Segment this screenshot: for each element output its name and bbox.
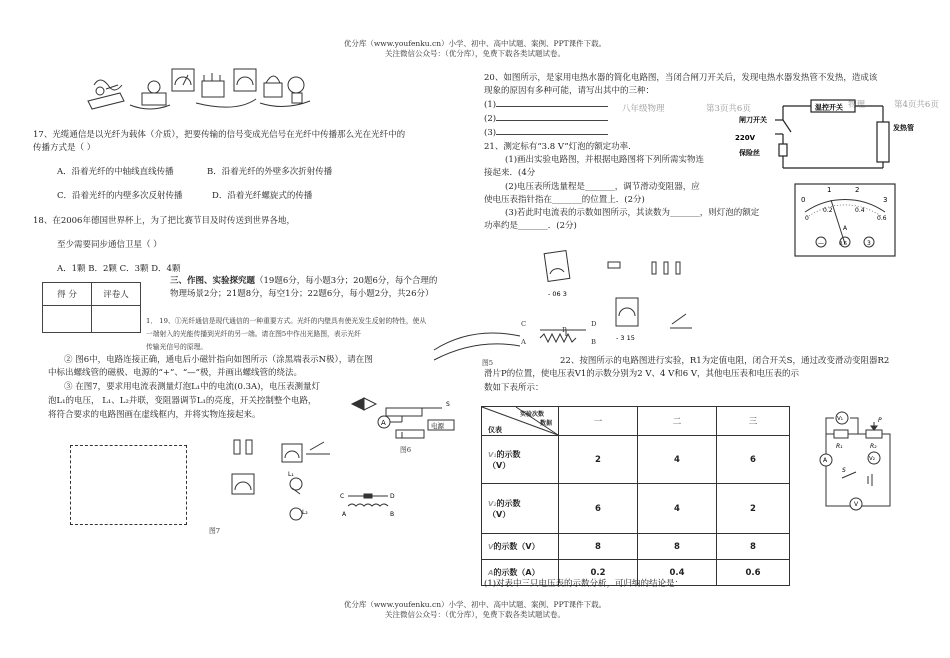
table-corner-cell [482,407,559,436]
table-cell: 6 [717,436,790,484]
q22-stem-line2: 滑片P的位置，使电压表V1的示数分别为2 V、4 V和6 V，其他电压表和电压表的示 [484,369,800,379]
q18-options: A．1颗 B．2颗 C．3颗 D．4颗 [57,264,181,274]
q21-sub1-line1: (1)画出实验电路图，并根据电路图将下列所需实物连 [505,155,705,165]
q22-stem-line3: 数如下表所示： [484,383,544,393]
q18-stem-line2: 至少需要同步通信卫星（ ） [57,240,162,250]
q22-circuit-v: V [854,501,859,508]
q19-line2: 一端射入的光能传播到光纤的另一端。请在图5中作出光路图，表示光纤 [146,330,362,338]
q20-stem-line1: 20、如图所示，是家用电热水器的简化电路图，当闭合闸刀开关后，发现电热水器发热管不发热，造成该 [484,73,878,83]
q19-part2-line1: ② 图6中，电路连接正确，通电后小磁针指向如图所示（涂黑端表示N极），请在图 [64,355,373,365]
score-table [42,282,141,333]
table-row-v-symbol: V [488,543,494,551]
header-line-2: 关注微信公众号：（优分库），免费下载各类试题试卷。 [385,49,565,58]
page-mark-page3: 第3页共6页 [706,104,751,114]
dial-bottom-tick-3: 0.6 [877,215,887,222]
dial-unit: A [843,225,848,232]
grader-label: 评卷人 [92,283,141,306]
table-row-v-text: 的示数（V） [493,542,540,551]
heater-thermo-switch: 温控开关 [815,103,843,112]
q17-option-b: B．沿着光纤的外壁多次折射传播 [207,167,333,177]
score-cell[interactable] [43,306,92,333]
q21-sub1-line2: 接起来．(4分 [484,168,536,178]
fig7-drawing-area[interactable] [70,445,187,525]
page-mark-physics: 物理 [848,100,866,110]
table-cell: 4 [638,484,717,534]
q21-rheo-a: A [521,338,526,346]
q22-circuit-s: S [842,467,846,474]
section3-title: 三、作图、实验探究题 [170,276,256,286]
heater-voltage: 220V [735,134,756,142]
dial-bottom-tick-2: 0.4 [855,207,865,214]
q19-part3-line1: ③ 在图7，要求用电流表测量灯泡L₁中的电流(0.3A)，电压表测量灯 [64,382,320,392]
q21-equipment [540,244,720,344]
q19-part3-line2: 泡L₁的电压， L₁、L₂并联，变阻器调节L₁的亮度，开关控制整个电路， [48,396,317,406]
table-cell: 0.2 [559,560,638,586]
apparatus-illustrations [80,63,320,113]
dial-bottom-tick-1: 0.2 [823,207,833,214]
table-header-3: 三 [717,407,790,436]
page-mark-grade: 八年级物理 [622,104,665,114]
q22-circuit-v2: V₂ [869,456,875,462]
section3-heading [170,276,437,286]
fig6-switch-s: S [446,401,450,408]
q20-blank-3[interactable] [484,128,608,138]
q22-circuit [812,408,897,508]
q21-stem: 21、测定标有“3.8 V”灯泡的额定功率. [484,142,631,152]
q20-blank-2-label: (2) [484,114,497,124]
q22-conclusion: (1)对表中三只电压表的示数分析，可归纳的结论是： [484,579,684,589]
table-row-v1-unit: （V） [488,460,511,470]
q17-stem-line2: 传播方式是（ ） [33,143,96,153]
fig7-rheo-d: D [390,493,395,500]
q20-stem-line2: 现象的原因有多种可能，请写出其中的三种： [484,86,655,96]
ammeter-dial [795,184,895,260]
table-cell: 0.6 [717,560,790,586]
dial-top-tick-1: 1 [827,186,832,194]
q22-data-table [481,406,790,586]
fig7-lamp2-label: L₂ [302,509,308,516]
section3-note-1: （19题6分，每小题3分；20题6分，每个合理的 [255,276,438,286]
q21-sub3-line1: (3)若此时电流表的示数如图所示，其读数为_______，则灯泡的额定 [505,208,760,218]
q20-blank-1-label: (1) [484,100,497,110]
q21-ammeter-range: - 06 3 [548,290,567,298]
table-cell: 6 [559,484,638,534]
q22-stem-line1: 22、按图所示的电路图进行实验，R1为定值电阻，闭合开关S，通过改变滑动变阻器R2 [560,356,890,366]
q21-rheo-d: D [591,320,597,328]
q22-circuit-v1: V₁ [837,416,843,422]
table-cell: 0.4 [638,560,717,586]
section3-note-2: 物理场景2分；21题8分，每空1分；22题6分，每小题2分，共26分） [170,289,434,299]
fig6-ammeter-a: A [381,419,386,427]
table-row-v1-label [482,436,559,484]
q20-blank-1[interactable] [484,100,608,110]
figure-7-label: 图7 [209,527,221,535]
fig7-lamp1-label: L₁ [288,471,294,478]
footer-line-2: 关注微信公众号：（优分库），免费下载各类试题试卷。 [385,610,565,619]
table-row-a-symbol: A [488,569,494,577]
q22-circuit-a: A [823,457,828,464]
table-row-a-text: 的示数（A） [493,568,540,577]
table-row-v2-label [482,484,559,534]
dial-top-tick-0: 0 [801,196,806,204]
grader-cell[interactable] [92,306,141,333]
dial-terminal-neg: — [818,240,824,247]
heater-tube-label: 发热管 [893,124,914,132]
dial-terminal-3: 3 [867,240,871,247]
q21-sub2-line1: (2)电压表所选量程是_______，调节滑动变阻器，应 [505,182,700,192]
q21-sub3-line2: 功率约是_______．(2分) [484,221,577,231]
fig6-battery-label: 电源 [431,422,444,430]
table-row-v-label [482,534,559,560]
fig7-rheo-a: A [342,511,347,518]
figure-6-label: 图6 [400,446,412,454]
fig7-rheo-c: C [340,493,345,500]
q19-line1: 1． 19、①光纤通信是现代通信的一种重要方式。光纤的内壁具有使光发生反射的特性，使从 [146,317,427,325]
table-row-v2-unit: （V） [488,509,511,519]
heater-knife-switch: 闸刀开关 [739,116,767,124]
dial-top-tick-3: 3 [883,196,888,204]
table-corner-left: 仪表 [488,426,502,434]
q22-circuit-r2: R₂ [870,443,877,450]
header-line-1: 优分库（www.youfenku.cn）小学、初中、高中试题、案例、PPT课件下载。 [343,39,607,48]
q19-part3-line3: 将符合要求的电路图画在虚线框内，并将实物连接起来。 [48,410,261,420]
page-mark-page4: 第4页共6页 [894,100,939,110]
q17-option-a: A．沿着光纤的中轴线直线传播 [57,167,174,177]
q19-line3: 传输光信号的原理。 [146,343,208,351]
fig7-rheo-b: B [390,511,395,518]
dial-terminal-06: 0.6 [839,241,847,247]
footer-line-1: 优分库（www.youfenku.cn）小学、初中、高中试题、案例、PPT课件下载。 [343,600,607,609]
table-cell: 8 [638,534,717,560]
heater-fuse: 保险丝 [739,149,760,157]
q20-blank-3-label: (3) [484,128,497,138]
q21-rheo-c: C [521,320,527,328]
q22-circuit-p: P [878,417,882,424]
water-heater-circuit [735,100,914,175]
table-header-1: 一 [559,407,638,436]
q22-circuit-r1: R₁ [836,443,843,450]
table-cell: 8 [717,534,790,560]
dial-bottom-tick-0: 0 [805,215,809,222]
table-cell: 2 [559,436,638,484]
figure-5-optical-fiber [432,320,522,370]
q20-blank-2[interactable] [484,114,608,124]
table-row-v1-symbol: V₁ [488,450,497,459]
q17-option-c: C．沿着光纤的内壁多次反射传播 [57,191,183,201]
table-row-v1-text: 的示数 [496,449,521,459]
table-cell: 8 [559,534,638,560]
table-row-v2-text: 的示数 [496,498,521,508]
q21-voltmeter-range: - 3 15 [616,334,635,342]
dial-top-tick-2: 2 [855,186,860,194]
q17-option-d: D．沿着光纤螺旋式的传播 [212,191,313,201]
table-corner-mid: 数据 [540,420,553,427]
q21-rheo-b: B [591,338,596,346]
table-row-v2-symbol: V₂ [488,499,497,508]
table-cell: 4 [638,436,717,484]
figure-7-parts [230,436,400,526]
score-label: 得 分 [43,283,92,306]
table-corner-top: 实验次数 [520,411,545,418]
figure-5-label: 图5 [482,359,494,367]
table-header-2: 二 [638,407,717,436]
table-cell: 2 [717,484,790,534]
q19-part2-line2: 中标出螺线管的磁极、电源的“+”、“—”极，并画出螺线管的绕法。 [48,368,303,378]
q21-rheo-p: P [562,326,567,334]
q17-stem-line1: 17、光缆通信是以光纤为载体（介质），把要传输的信号变成光信号在光纤中传播那么光在光纤中的 [33,130,406,140]
q18-stem-line1: 18、在2006年德国世界杯上，为了把比赛节目及时传送到世界各地， [33,216,295,226]
q21-sub2-line2: 使电压表指针指在_______的位置上．(2分) [484,195,645,205]
